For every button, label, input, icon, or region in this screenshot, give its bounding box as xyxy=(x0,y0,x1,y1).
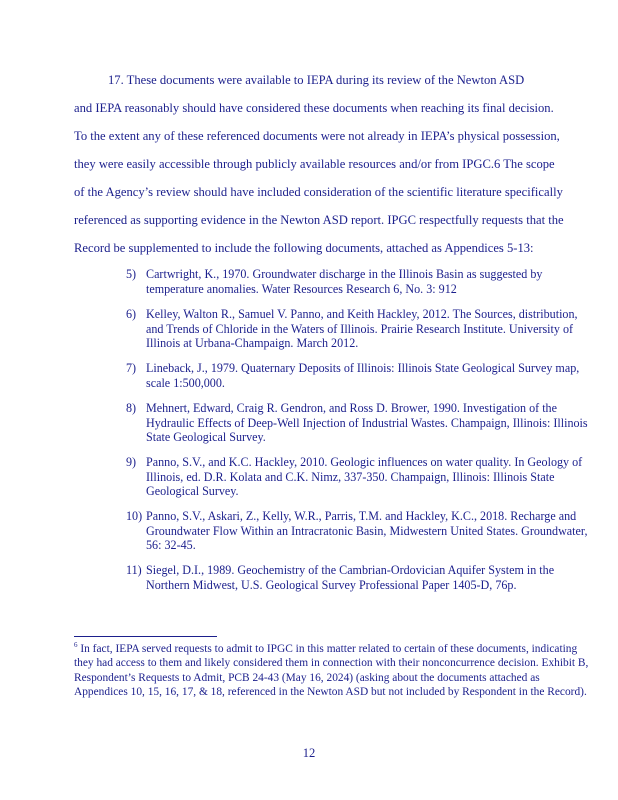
reference-text: Panno, S.V., Askari, Z., Kelly, W.R., Parris, T.M. and Hackley, K.C., 2018. Recharge and Groundwater Flow Within an Intracratonic Basin, Midwestern United States. Groundwater, 56: 32-45. xyxy=(146,509,588,553)
footnote-marker: 6 xyxy=(74,641,78,650)
reference-number: 9) xyxy=(126,455,137,469)
page-number: 12 xyxy=(302,746,316,760)
reference-item xyxy=(126,361,596,390)
reference-item xyxy=(126,563,596,592)
reference-number: 11) xyxy=(126,563,142,577)
reference-text: Lineback, J., 1979. Quaternary Deposits of Illinois: Illinois State Geological Survey map, scale 1:500,000. xyxy=(146,361,580,390)
footnote xyxy=(74,642,594,699)
reference-item xyxy=(126,267,596,296)
paragraph-line: they were easily accessible through publicly available resources and/or from IPGC.6 The scope xyxy=(74,157,555,171)
footnote-divider xyxy=(74,636,217,637)
reference-text: Kelley, Walton R., Samuel V. Panno, and Keith Hackley, 2012. The Sources, distribution, and Trends of Chloride in the Waters of Illinois. Prairie Research Institute. University of Illinois at Urbana-Champaign. March 2012. xyxy=(146,307,578,351)
paragraph-line: of the Agency’s review should have included consideration of the scientific literature specifically xyxy=(74,185,563,199)
paragraph-line: and IEPA reasonably should have considered these documents when reaching its final decision. xyxy=(74,101,554,115)
paragraph-line: 17. These documents were available to IEPA during its review of the Newton ASD xyxy=(108,73,525,87)
paragraph-line: To the extent any of these referenced documents were not already in IEPA’s physical possession, xyxy=(74,129,560,143)
reference-item xyxy=(126,509,596,553)
paragraph-line: referenced as supporting evidence in the Newton ASD report. IPGC respectfully requests that the xyxy=(74,213,564,227)
reference-number: 8) xyxy=(126,401,137,415)
reference-number: 6) xyxy=(126,307,137,321)
reference-item xyxy=(126,401,596,445)
paragraph-line: Record be supplemented to include the following documents, attached as Appendices 5-13: xyxy=(74,241,534,255)
reference-text: Cartwright, K., 1970. Groundwater discharge in the Illinois Basin as suggested by temperature anomalies. Water Resources Research 6, No. 3: 912 xyxy=(146,267,543,296)
reference-text: Panno, S.V., and K.C. Hackley, 2010. Geologic influences on water quality. In Geology of Illinois, ed. D.R. Kolata and C.K. Nimz, 337-350. Champaign, Illinois: Illinois State Geological Survey. xyxy=(146,455,583,499)
footnote-text: In fact, IEPA served requests to admit to IPGC in this matter related to certain of these documents, indicating they had access to them and likely considered them in connection with their nonconcurrence decision. Exhibit B, Respondent’s Requests to Admit, PCB 24-43 (May 16, 2024) (asking about the documents attached as Appendices 10, 15, 16, 17, & 18, referenced in the Newton ASD but not included by Respondent in the Record). xyxy=(74,643,589,698)
reference-number: 5) xyxy=(126,267,137,281)
reference-number: 7) xyxy=(126,361,137,375)
reference-text: Siegel, D.I., 1989. Geochemistry of the Cambrian-Ordovician Aquifer System in the Northern Midwest, U.S. Geological Survey Professional Paper 1405-D, 76p. xyxy=(146,563,555,592)
reference-item xyxy=(126,307,596,351)
reference-item xyxy=(126,455,596,499)
reference-text: Mehnert, Edward, Craig R. Gendron, and Ross D. Brower, 1990. Investigation of the Hydraulic Effects of Deep-Well Injection of Industrial Wastes. Champaign, Illinois: Illinois State Geological Survey. xyxy=(146,401,588,445)
reference-number: 10) xyxy=(126,509,143,523)
